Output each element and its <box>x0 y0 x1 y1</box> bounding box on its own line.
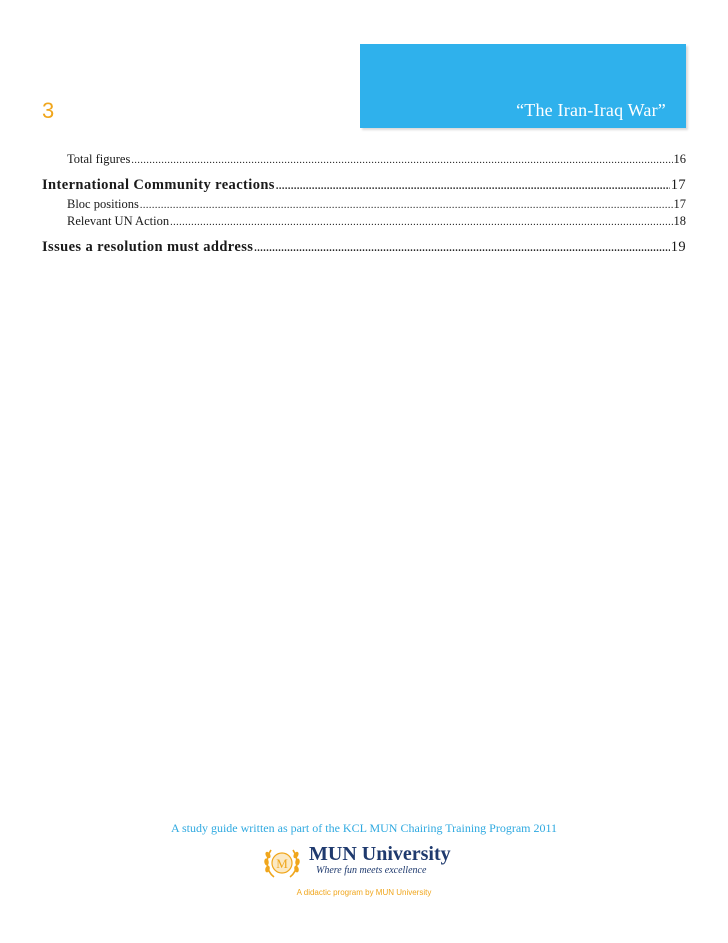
toc-entry-label: Total figures <box>67 152 131 166</box>
table-of-contents <box>42 152 686 259</box>
toc-entry-page: 17 <box>670 177 686 193</box>
logo-emblem-letter: M <box>276 856 288 871</box>
toc-entry-relevant-un-action[interactable] <box>42 214 686 231</box>
study-guide-note: A study guide written as part of the KCL MUN Chairing Training Program 2011 <box>170 821 558 835</box>
logo-tagline: Where fun meets excellence <box>316 865 427 876</box>
logo-name: MUN University <box>309 843 451 865</box>
toc-leader-dots <box>131 155 672 166</box>
toc-entry-label: Bloc positions <box>67 197 139 211</box>
didactic-program-note: A didactic program by MUN University <box>296 888 432 897</box>
toc-entry-international-community-reactions[interactable] <box>42 177 686 197</box>
toc-entry-page: 18 <box>673 214 686 228</box>
toc-entry-label: Relevant UN Action <box>67 214 170 228</box>
toc-entry-page: 16 <box>673 152 686 166</box>
toc-entry-page: 19 <box>670 239 686 255</box>
toc-entry-label: Issues a resolution must address <box>42 239 254 255</box>
header-title: “The Iran-Iraq War” <box>516 100 666 120</box>
page-number: 3 <box>42 98 55 123</box>
toc-entry-label: International Community reactions <box>42 177 275 193</box>
toc-entry-total-figures[interactable] <box>42 152 686 169</box>
toc-entry-issues-resolution[interactable] <box>42 239 686 259</box>
toc-leader-dots <box>170 217 672 228</box>
mun-university-logo <box>262 843 462 883</box>
toc-leader-dots <box>140 200 673 211</box>
toc-leader-dots <box>254 243 669 254</box>
toc-leader-dots <box>276 181 670 192</box>
toc-entry-bloc-positions[interactable] <box>42 197 686 214</box>
toc-entry-page: 17 <box>673 197 686 211</box>
laurel-emblem-icon <box>262 843 302 883</box>
